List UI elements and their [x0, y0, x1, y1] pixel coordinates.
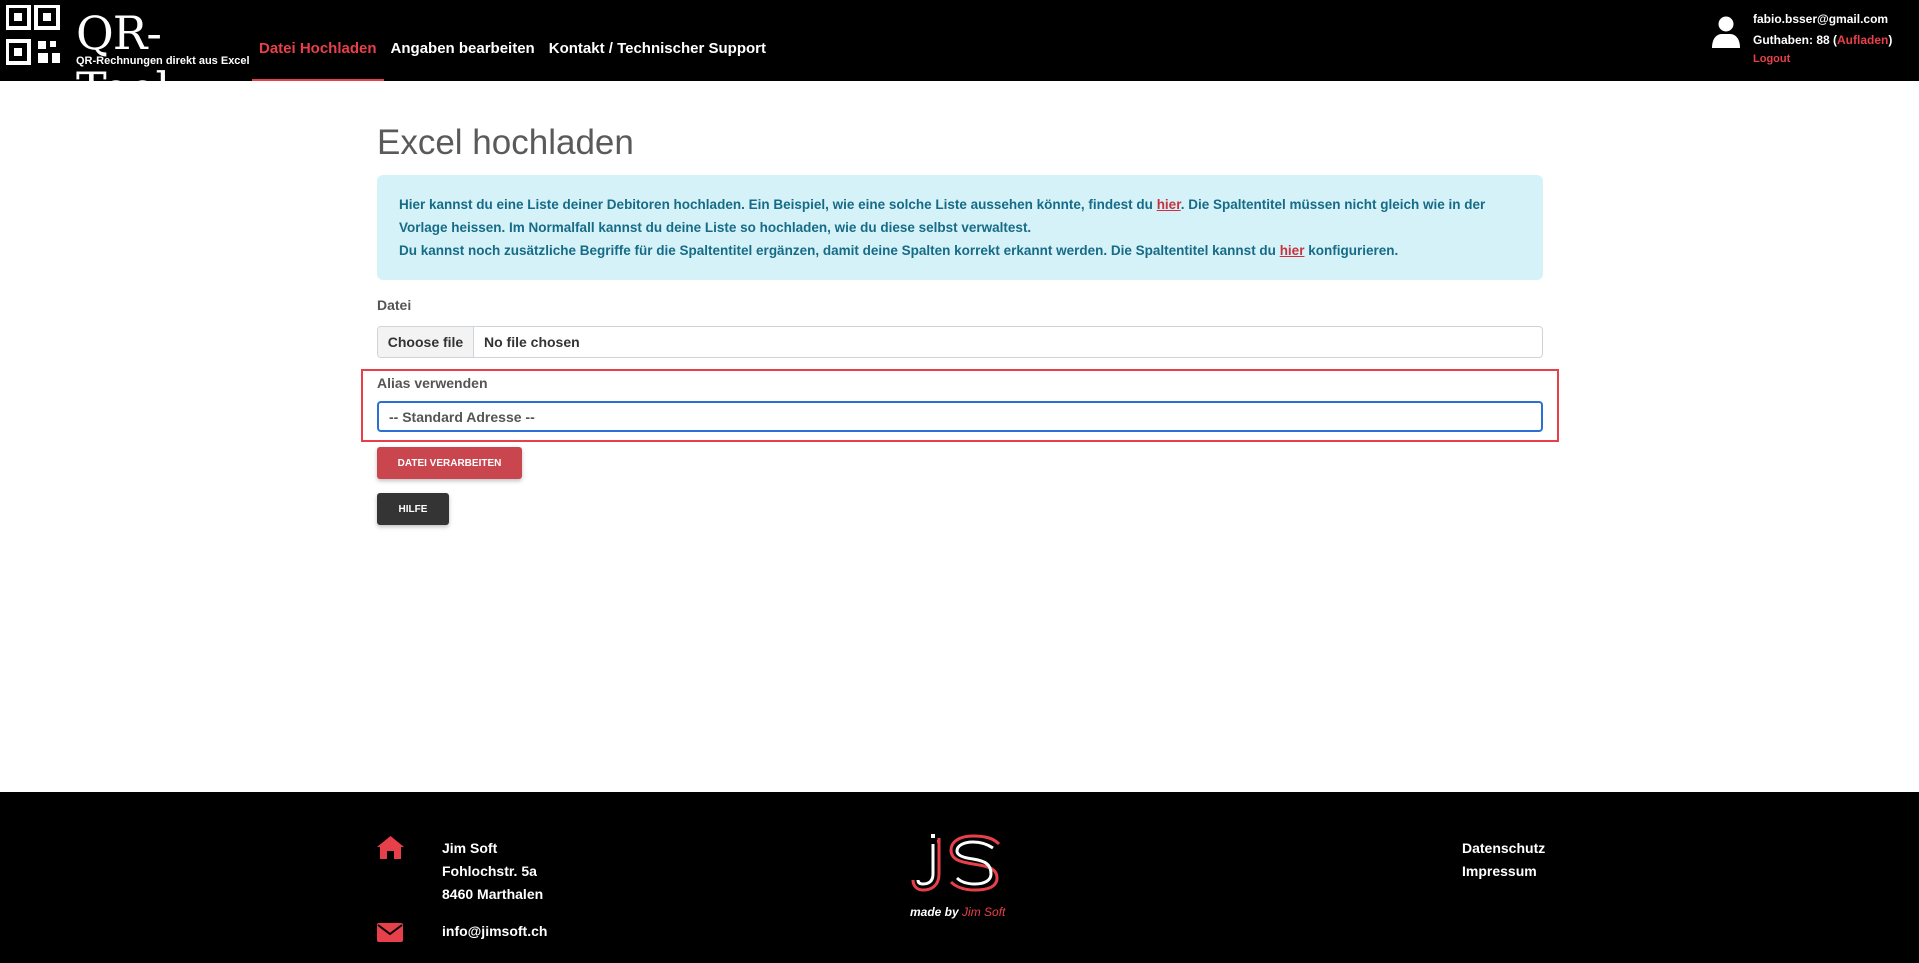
made-by-prefix: made by	[910, 905, 963, 919]
top-navbar	[0, 0, 1919, 116]
nav-angaben-bearbeiten[interactable]: Angaben bearbeiten	[390, 40, 535, 57]
info-alert	[377, 175, 1543, 280]
column-config-link[interactable]: hier	[1279, 243, 1305, 258]
qr-logo-icon	[6, 5, 70, 71]
topup-link[interactable]: Aufladen	[1837, 33, 1889, 47]
file-label: Datei	[377, 297, 412, 313]
process-file-button[interactable]: DATEI VERARBEITEN	[377, 447, 522, 479]
user-info	[1753, 9, 1892, 67]
footer	[0, 792, 1919, 963]
nav-datei-hochladen[interactable]: Datei Hochladen	[252, 0, 384, 81]
company-street: Fohlochstr. 5a	[442, 863, 537, 879]
logout-link[interactable]: Logout	[1753, 53, 1791, 65]
file-input[interactable]	[377, 326, 1543, 358]
file-status: No file chosen	[484, 334, 580, 350]
balance-label: Guthaben: 88 (	[1753, 33, 1838, 47]
impressum-link[interactable]: Impressum	[1462, 863, 1537, 879]
mail-icon	[377, 923, 403, 942]
datenschutz-link[interactable]: Datenschutz	[1462, 840, 1546, 856]
qr-tool-logo[interactable]	[6, 5, 250, 116]
made-by-name[interactable]: Jim Soft	[962, 905, 1006, 919]
alias-select[interactable]: -- Standard Adresse --	[377, 401, 1543, 432]
made-by	[910, 905, 1005, 919]
alias-label: Alias verwenden	[377, 375, 488, 391]
help-button[interactable]: HILFE	[377, 493, 449, 525]
logo-subtitle: QR-Rechnungen direkt aus Excel	[76, 55, 250, 67]
user-balance	[1753, 30, 1892, 51]
user-email: fabio.bsser@gmail.com	[1753, 12, 1889, 26]
choose-file-button[interactable]: Choose file	[378, 327, 474, 357]
page-title: Excel hochladen	[377, 123, 634, 162]
company-name: Jim Soft	[442, 840, 498, 856]
info-text-2: . Die Spaltentitel müssen nicht gleich wie in der Vorlage heissen. Im Normalfall kannst du deine Liste so hochladen, wie du diese selbst verwaltest.	[399, 197, 1486, 235]
info-text-1: Hier kannst du eine Liste deiner Debitoren hochladen. Ein Beispiel, wie eine solche Liste aussehen könnte, findest du	[399, 197, 1157, 212]
nav-kontakt-support[interactable]: Kontakt / Technischer Support	[548, 40, 766, 57]
user-icon	[1712, 16, 1740, 48]
home-icon	[377, 836, 404, 859]
company-email[interactable]: info@jimsoft.ch	[442, 923, 548, 939]
logo-title: QR-Tool	[76, 6, 170, 116]
balance-close: )	[1888, 33, 1893, 47]
company-city: 8460 Marthalen	[442, 886, 544, 902]
jimsoft-logo	[911, 834, 1003, 892]
main-nav	[252, 0, 773, 81]
info-text-3: Du kannst noch zusätzliche Begriffe für die Spaltentitel ergänzen, damit deine Spalten korrekt erkannt werden. Die Spaltentitel kannst du	[399, 243, 1280, 258]
info-text-4: konfigurieren.	[1304, 243, 1399, 258]
footer-links	[1462, 837, 1545, 883]
example-list-link[interactable]: hier	[1156, 197, 1181, 212]
company-address	[442, 837, 543, 906]
